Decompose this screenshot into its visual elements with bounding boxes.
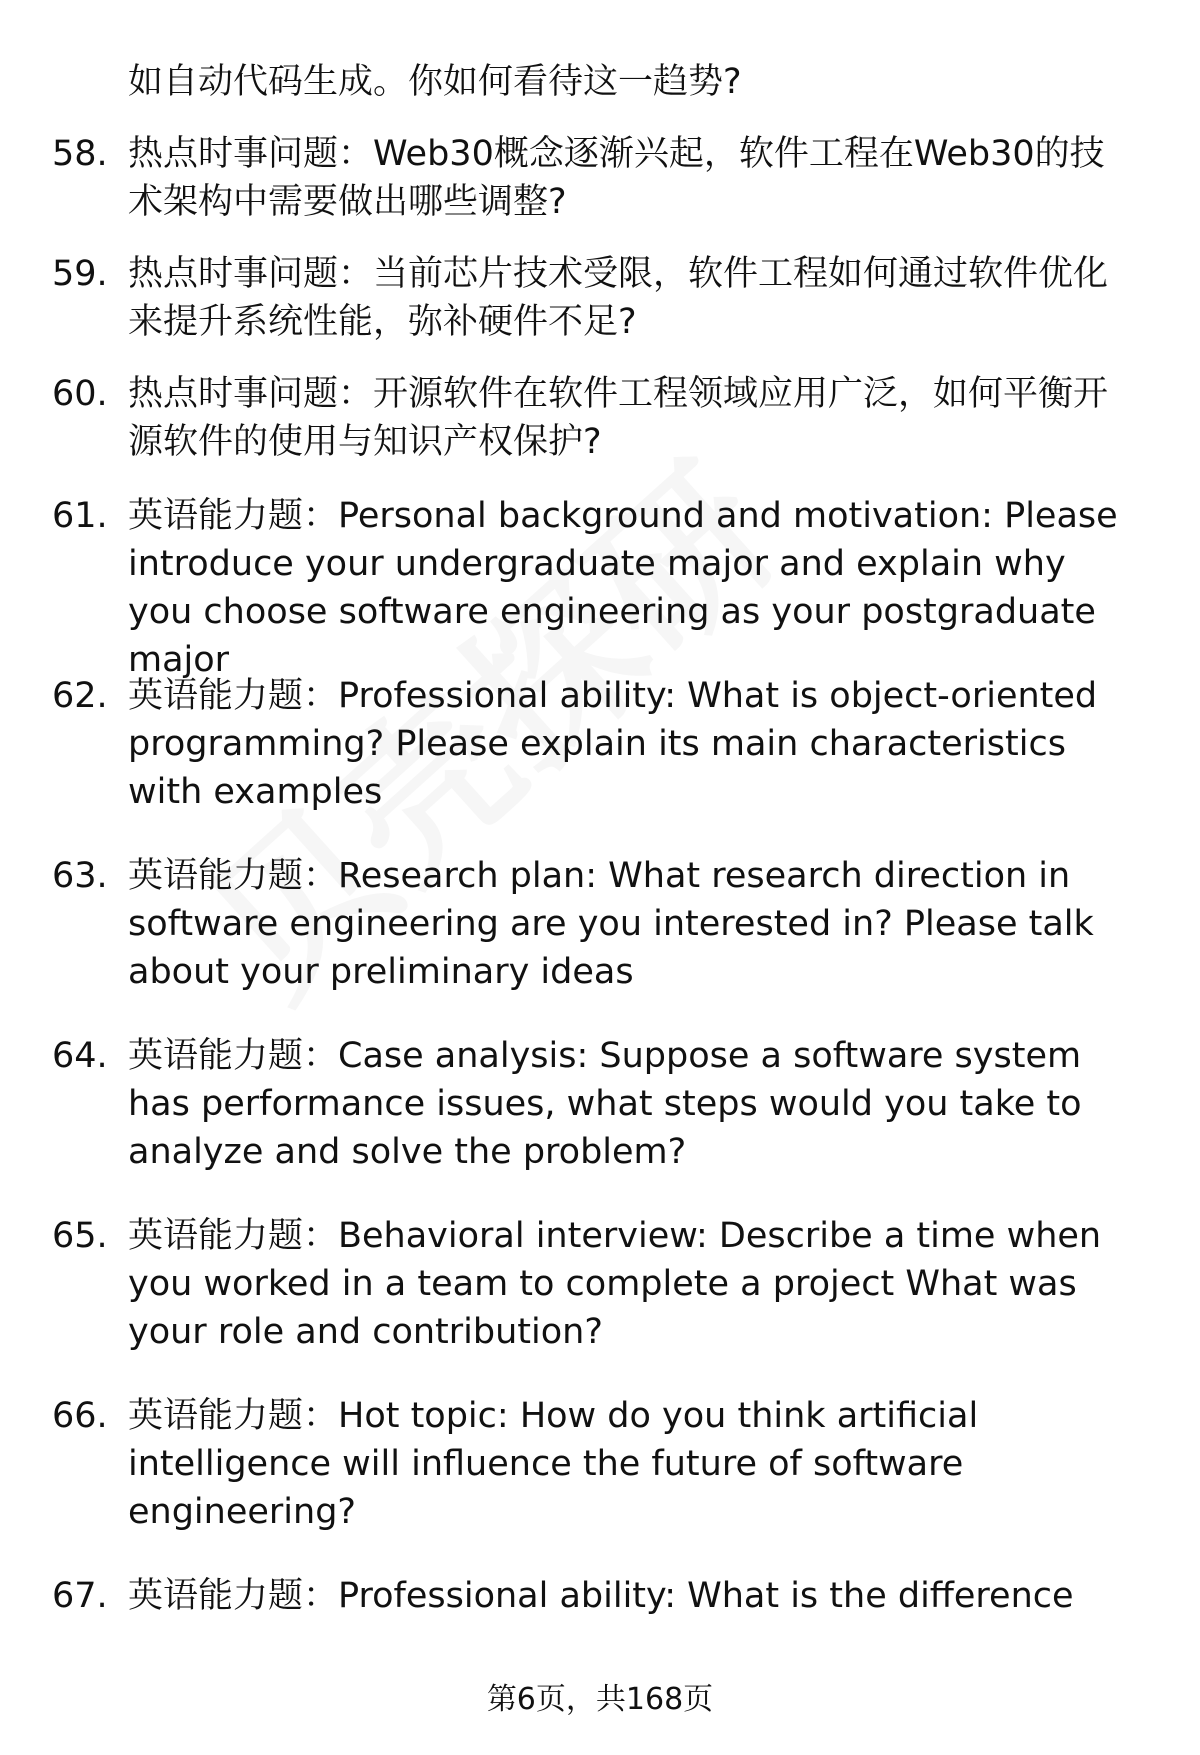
- item-number: 63.: [52, 856, 108, 896]
- item-text: 热点时事问题：Web30概念逐渐兴起，软件工程在Web30的技术架构中需要做出哪些调整?: [128, 134, 1105, 222]
- list-item: [52, 1392, 1152, 1536]
- item-text: 英语能力题：Research plan: What research direction in software engineering are you interested in? Please talk about your preliminary ideas: [128, 856, 1094, 992]
- item-number: 60.: [52, 374, 108, 414]
- list-item: [52, 672, 1152, 816]
- continuation-text: 如自动代码生成。你如何看待这一趋势?: [128, 62, 742, 102]
- list-item: [52, 130, 1152, 226]
- item-text: 英语能力题：Behavioral interview: Describe a time when you worked in a team to complete a project What was your role and contribution?: [128, 1216, 1102, 1352]
- item-text: 英语能力题：Professional ability: What is the difference: [128, 1576, 1074, 1616]
- list-item: [52, 1032, 1152, 1176]
- page-footer: 第6页，共168页: [486, 1682, 714, 1717]
- item-number: 58.: [52, 134, 108, 174]
- item-text: 英语能力题：Professional ability: What is object-oriented programming? Please explain its main characteristics with examples: [128, 676, 1098, 812]
- item-number: 61.: [52, 496, 108, 536]
- item-number: 62.: [52, 676, 108, 716]
- item-text: 英语能力题：Personal background and motivation: Please introduce your undergraduate major and explain why you choose software engineering as your postgraduate major: [128, 496, 1118, 680]
- item-number: 64.: [52, 1036, 108, 1076]
- list-item: [52, 1212, 1152, 1356]
- list-item: [52, 1572, 1152, 1620]
- list-item: [52, 852, 1152, 996]
- item-number: 59.: [52, 254, 108, 294]
- list-item: [52, 492, 1152, 684]
- item-text: 英语能力题：Case analysis: Suppose a software system has performance issues, what steps would you take to analyze and solve the problem?: [128, 1036, 1082, 1172]
- item-number: 65.: [52, 1216, 108, 1256]
- item-number: 66.: [52, 1396, 108, 1436]
- list-item: [52, 370, 1152, 466]
- item-text: 英语能力题：Hot topic: How do you think artificial intelligence will influence the future of software engineering?: [128, 1396, 979, 1532]
- list-item: [52, 250, 1152, 346]
- item-text: 热点时事问题：当前芯片技术受限，软件工程如何通过软件优化来提升系统性能，弥补硬件不足?: [128, 254, 1109, 342]
- item-text: 热点时事问题：开源软件在软件工程领域应用广泛，如何平衡开源软件的使用与知识产权保护?: [128, 374, 1109, 462]
- item-number: 67.: [52, 1576, 108, 1616]
